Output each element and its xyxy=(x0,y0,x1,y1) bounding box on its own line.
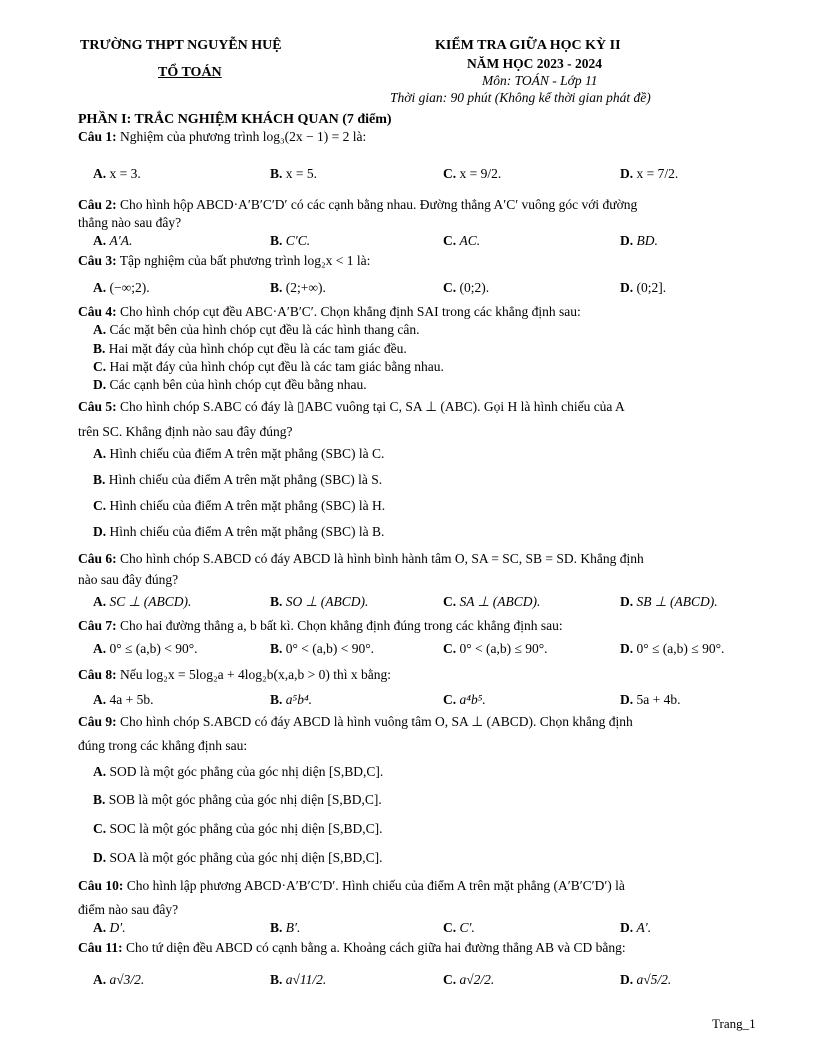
q6-option-a[interactable]: A. SC ⊥ (ABCD). xyxy=(93,594,192,609)
group-name: TỔ TOÁN xyxy=(158,65,222,80)
q9-statement-a[interactable]: A. SOD là một góc phẳng của góc nhị diện [S,BD,C]. xyxy=(93,764,384,779)
q6-option-d[interactable]: D. SB ⊥ (ABCD). xyxy=(620,594,718,609)
q6-option-c[interactable]: C. SA ⊥ (ABCD). xyxy=(443,594,541,609)
q6-option-b[interactable]: B. SO ⊥ (ABCD). xyxy=(270,594,369,609)
q7-option-d[interactable]: D. 0° ≤ (a,b) ≤ 90°. xyxy=(620,641,725,656)
question-5: Câu 5: Cho hình chóp S.ABC có đáy là ▯ABC vuông tại C, SA ⊥ (ABC). Gọi H là hình chiếu của A xyxy=(78,399,625,414)
question-9-line2: đúng trong các khẳng định sau: xyxy=(78,738,248,753)
q10-option-d[interactable]: D. A′. xyxy=(620,920,652,935)
question-text: Cho hình chóp S.ABC có đáy là ▯ABC vuông tại C, SA ⊥ (ABC). Gọi H là hình chiếu của A xyxy=(120,399,625,414)
q11-option-b[interactable]: B. a√11/2. xyxy=(270,972,327,987)
q8-option-a[interactable]: A. 4a + 5b. xyxy=(93,692,154,707)
question-11: Câu 11: Cho tứ diện đều ABCD có cạnh bằng a. Khoảng cách giữa hai đường thẳng AB và CD bằng: xyxy=(78,940,626,955)
question-3: Câu 3: Tập nghiệm của bất phương trình log₂x < 1 là: xyxy=(78,253,371,268)
question-9: Câu 9: Cho hình chóp S.ABCD có đáy ABCD là hình vuông tâm O, SA ⊥ (ABCD). Chọn khẳng định xyxy=(78,714,633,729)
question-text: Nếu log₂x = 5log₂a + 4log₂b(x,a,b > 0) thì x bằng: xyxy=(120,667,391,682)
q9-statement-d[interactable]: D. SOA là một góc phẳng của góc nhị diện [S,BD,C]. xyxy=(93,850,383,865)
question-2: Câu 2: Cho hình hộp ABCD·A′B′C′D′ có các cạnh bằng nhau. Đường thẳng A′C′ vuông góc với đường xyxy=(78,197,638,212)
q5-statement-d[interactable]: D. Hình chiếu của điểm A trên mặt phẳng (SBC) là B. xyxy=(93,524,385,539)
exam-title: KIỂM TRA GIỮA HỌC KỲ II xyxy=(435,38,621,53)
q1-option-c[interactable]: C. x = 9/2. xyxy=(443,166,502,181)
question-6-line2: nào sau đây đúng? xyxy=(78,572,179,587)
q7-option-b[interactable]: B. 0° < (a,b) < 90°. xyxy=(270,641,375,656)
question-text: Tập nghiệm của bất phương trình log₂x < 1 là: xyxy=(119,253,371,268)
q3-option-d[interactable]: D. (0;2]. xyxy=(620,280,667,295)
question-10-line2: điểm nào sau đây? xyxy=(78,902,179,917)
q1-option-d[interactable]: D. x = 7/2. xyxy=(620,166,679,181)
page-number: Trang_1 xyxy=(712,1016,756,1031)
school-name: TRƯỜNG THPT NGUYỄN HUỆ xyxy=(80,38,282,53)
q2-option-a[interactable]: A. A′A. xyxy=(93,233,133,248)
q4-statement-b[interactable]: B. Hai mặt đáy của hình chóp cụt đều là các tam giác đều. xyxy=(93,341,407,356)
q8-option-c[interactable]: C. a⁴b⁵. xyxy=(443,692,486,707)
question-6: Câu 6: Cho hình chóp S.ABCD có đáy ABCD là hình bình hành tâm O, SA = SC, SB = SD. Khẳng định xyxy=(78,551,644,566)
q5-statement-a[interactable]: A. Hình chiếu của điểm A trên mặt phẳng (SBC) là C. xyxy=(93,446,385,461)
q10-option-c[interactable]: C. C′. xyxy=(443,920,475,935)
q2-option-d[interactable]: D. BD. xyxy=(620,233,658,248)
q3-option-a[interactable]: A. (−∞;2). xyxy=(93,280,150,295)
q5-statement-c[interactable]: C. Hình chiếu của điểm A trên mặt phẳng (SBC) là H. xyxy=(93,498,386,513)
q4-statement-d[interactable]: D. Các cạnh bên của hình chóp cụt đều bằng nhau. xyxy=(93,377,367,392)
question-2-line2: thẳng nào sau đây? xyxy=(78,215,182,230)
q9-statement-b[interactable]: B. SOB là một góc phẳng của góc nhị diện [S,BD,C]. xyxy=(93,792,382,807)
q7-option-a[interactable]: A. 0° ≤ (a,b) < 90°. xyxy=(93,641,198,656)
q11-option-d[interactable]: D. a√5/2. xyxy=(620,972,672,987)
time-line: Thời gian: 90 phút (Không kể thời gian phát đề) xyxy=(390,90,651,105)
question-text: Cho hình chóp S.ABCD có đáy ABCD là hình vuông tâm O, SA ⊥ (ABCD). Chọn khẳng định xyxy=(120,714,633,729)
q9-statement-c[interactable]: C. SOC là một góc phẳng của góc nhị diện [S,BD,C]. xyxy=(93,821,383,836)
question-1 xyxy=(78,129,366,146)
q11-option-c[interactable]: C. a√2/2. xyxy=(443,972,495,987)
question-text: Cho hình chóp S.ABCD có đáy ABCD là hình bình hành tâm O, SA = SC, SB = SD. Khẳng định xyxy=(120,551,644,566)
q8-option-b[interactable]: B. a⁵b⁴. xyxy=(270,692,313,707)
question-text: Nghiệm của phương trình log₃(2x − 1) = 2 là: xyxy=(120,129,367,144)
question-8: Câu 8: Nếu log₂x = 5log₂a + 4log₂b(x,a,b > 0) thì x bằng: xyxy=(78,667,391,682)
q11-option-a[interactable]: A. a√3/2. xyxy=(93,972,145,987)
q4-statement-a[interactable]: A. Các mặt bên của hình chóp cụt đều là các hình thang cân. xyxy=(93,322,420,337)
question-text: Cho hai đường thẳng a, b bất kì. Chọn khẳng định đúng trong các khẳng định sau: xyxy=(120,618,563,633)
question-text: Cho hình lập phương ABCD·A′B′C′D′. Hình chiếu của điểm A trên mặt phẳng (A′B′C′D′) là xyxy=(126,878,625,893)
q4-statement-c[interactable]: C. Hai mặt đáy của hình chóp cụt đều là các tam giác bằng nhau. xyxy=(93,359,444,374)
q5-statement-b[interactable]: B. Hình chiếu của điểm A trên mặt phẳng (SBC) là S. xyxy=(93,472,383,487)
section-title: PHẦN I: TRẮC NGHIỆM KHÁCH QUAN (7 điểm) xyxy=(78,112,392,127)
school-year: NĂM HỌC 2023 - 2024 xyxy=(467,56,602,71)
question-5-line2: trên SC. Khẳng định nào sau đây đúng? xyxy=(78,424,293,439)
question-text: Cho tứ diện đều ABCD có cạnh bằng a. Khoảng cách giữa hai đường thẳng AB và CD bằng: xyxy=(126,940,626,955)
question-text: Cho hình hộp ABCD·A′B′C′D′ có các cạnh bằng nhau. Đường thẳng A′C′ vuông góc với đường xyxy=(120,197,638,212)
question-text: Cho hình chóp cụt đều ABC·A′B′C′. Chọn khẳng định SAI trong các khẳng định sau: xyxy=(120,304,581,319)
q7-option-c[interactable]: C. 0° < (a,b) ≤ 90°. xyxy=(443,641,548,656)
q2-option-c[interactable]: C. AC. xyxy=(443,233,481,248)
question-7: Câu 7: Cho hai đường thẳng a, b bất kì. Chọn khẳng định đúng trong các khẳng định sau: xyxy=(78,618,563,633)
q3-option-b[interactable]: B. (2;+∞). xyxy=(270,280,326,295)
question-4: Câu 4: Cho hình chóp cụt đều ABC·A′B′C′. Chọn khẳng định SAI trong các khẳng định sau: xyxy=(78,304,581,319)
q10-option-a[interactable]: A. D′. xyxy=(93,920,126,935)
question-10: Câu 10: Cho hình lập phương ABCD·A′B′C′D′. Hình chiếu của điểm A trên mặt phẳng (A′B′C′D′) là xyxy=(78,878,625,893)
q1-option-a[interactable]: A. x = 3. xyxy=(93,166,141,181)
q2-option-b[interactable]: B. C′C. xyxy=(270,233,311,248)
question-label: Câu 1: xyxy=(78,129,117,144)
q10-option-b[interactable]: B. B′. xyxy=(270,920,301,935)
q3-option-c[interactable]: C. (0;2). xyxy=(443,280,490,295)
subject-line: Môn: TOÁN - Lớp 11 xyxy=(482,73,598,88)
q8-option-d[interactable]: D. 5a + 4b. xyxy=(620,692,681,707)
q1-option-b[interactable]: B. x = 5. xyxy=(270,166,318,181)
